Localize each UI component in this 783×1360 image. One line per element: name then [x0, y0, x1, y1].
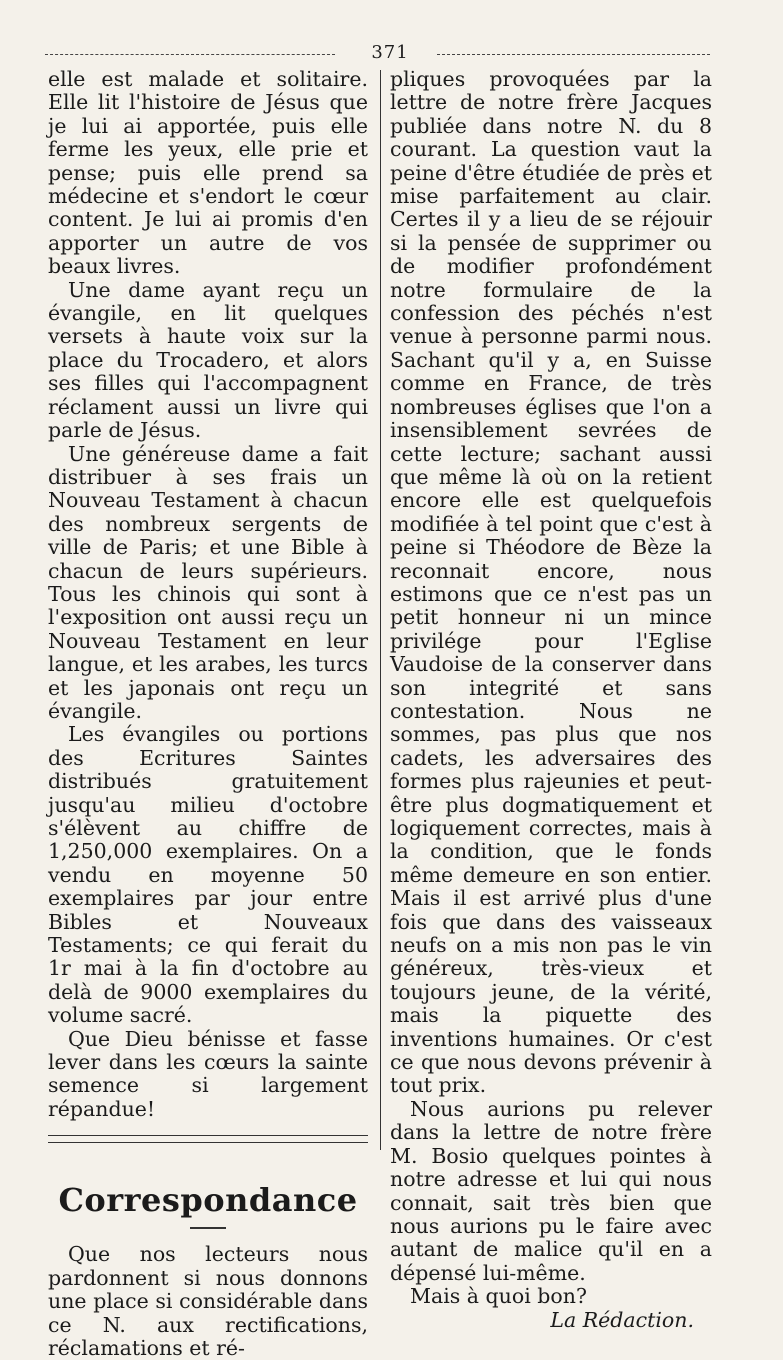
signature: La Rédaction.: [550, 1307, 694, 1332]
left-paragraph-2: Une dame ayant reçu un évangile, en lit quelques versets à haute voix sur la place du Trocadero, et alors ses filles qui l'accompagnent réclament aussi un livre qui parle de Jésus.: [48, 277, 368, 443]
right-column: [390, 68, 712, 1332]
header-rule-left: [45, 54, 335, 55]
section-separator: [48, 1135, 368, 1143]
left-column: [48, 68, 368, 1360]
section-heading: Correspondance: [58, 1181, 358, 1220]
left-paragraph-1: elle est malade et solitaire. Elle lit l'histoire de Jésus que je lui ai apportée, puis elle ferme les yeux, elle prie et pense; puis elle prend sa médecine et s'endort le cœur content. Je lui ai promis d'en apporter un autre de vos beaux livres.: [48, 67, 368, 279]
left-paragraph-4: Les évangiles ou portions des Ecritures Saintes distribués gratuitement jusqu'au milieu d'octobre s'élèvent au chiffre de 1,250,000 exemplaires. On a vendu en moyenne 50 exemplaires par jour entre Bibles et Nouveaux Testaments; ce qui ferait du 1r mai à la fin d'octobre au delà de 9000 exemplaires du volume sacré.: [48, 722, 368, 1028]
right-paragraph-2: Nous aurions pu relever dans la lettre de notre frère M. Bosio quelques pointes à notre adresse et lui qui nous connait, sait très bien que nous aurions pu le faire avec autant de malice qu'il en a dépensé lui-même.: [390, 1096, 712, 1285]
left-paragraph-5: Que Dieu bénisse et fasse lever dans les cœurs la sainte semence si largement répandue!: [48, 1026, 368, 1121]
column-divider: [380, 70, 381, 1150]
page-number: 371: [371, 42, 409, 63]
correspondance-paragraph: Que nos lecteurs nous pardonnent si nous donnons une place si considérable dans ce N. aux rectifications, réclamations et ré-: [48, 1242, 368, 1360]
right-paragraph-3: Mais à quoi bon?: [410, 1284, 587, 1309]
right-paragraph-1: pliques provoquées par la lettre de notre frère Jacques publiée dans notre N. du 8 courant. La question vaut la peine d'être étudiée de près et mise parfaitement au clair. Certes il y a lieu de se réjouir si la pensée de supprimer ou de modifier profondément notre formulaire de la confession des péchés n'est venue à personne parmi nous. Sachant qu'il y a, en Suisse comme en France, de très nombreuses églises que l'on a insensiblement sevrées de cette lecture; sachant aussi que même là où on la retient encore elle est quelquefois modifiée à tel point que c'est à peine si Théodore de Bèze la reconnait encore, nous estimons que ce n'est pas un petit honneur ni un mince privilége pour l'Eglise Vaudoise de la conserver dans son integrité et sans contestation. Nous ne sommes, pas plus que nos cadets, les adversaires des formes plus rajeunies et peut-être plus dogmatiquement et logiquement correctes, mais à la condition, que le fonds même demeure en son entier. Mais il est arrivé plus d'une fois que dans des vaisseaux neufs on a mis non pas le vin généreux, très-vieux et toujours jeune, de la vérité, mais la piquette des inventions humaines. Or c'est ce que nous devons prévenir à tout prix.: [390, 67, 712, 1098]
header-rule-right: [437, 54, 710, 55]
heading-rule: [190, 1227, 226, 1229]
page-header: [45, 40, 710, 66]
left-paragraph-3: Une généreuse dame a fait distribuer à ses frais un Nouveau Testament à chacun des nombreux sergents de ville de Paris; et une Bible à chacun de leurs supérieurs. Tous les chinois qui sont à l'exposition ont aussi reçu un Nouveau Testament en leur langue, et les arabes, les turcs et les japonais ont reçu un évangile.: [48, 441, 368, 723]
